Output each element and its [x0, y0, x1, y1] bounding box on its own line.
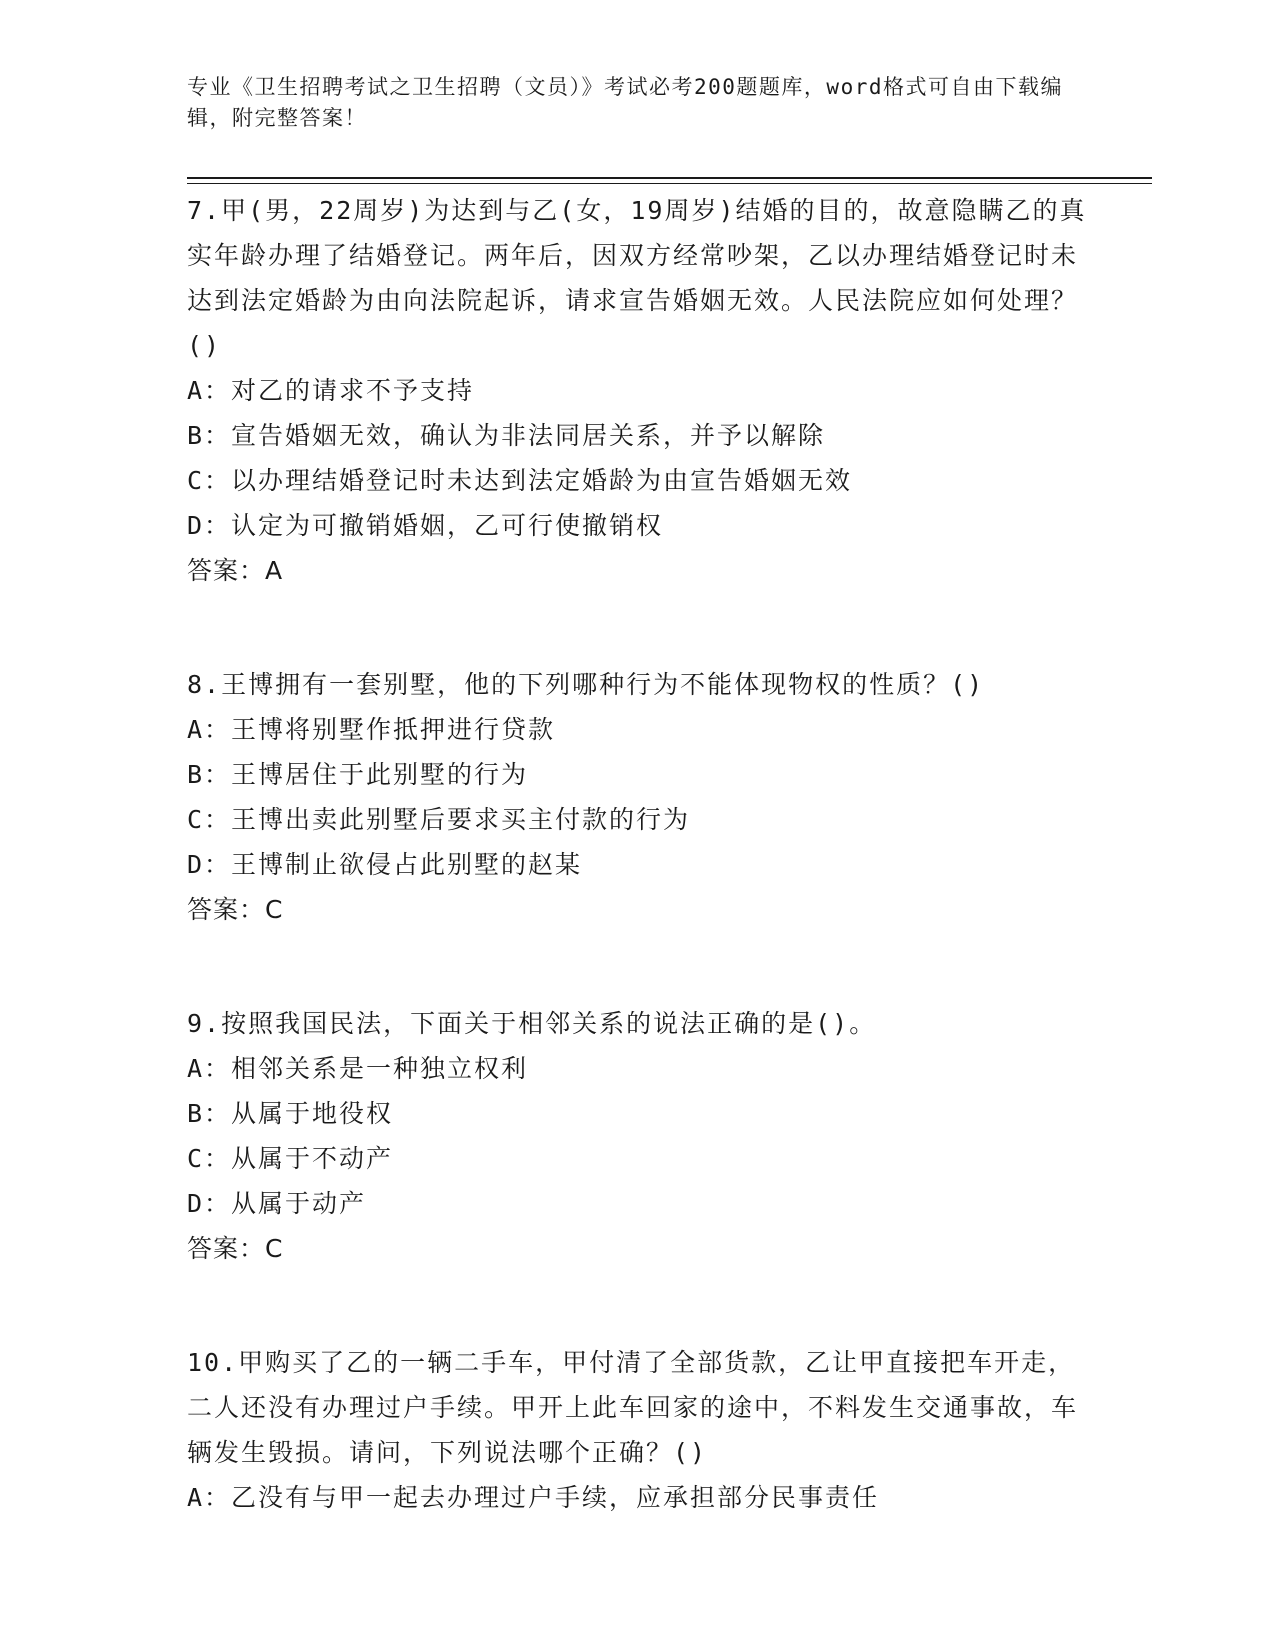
question-spacer: [187, 593, 1087, 662]
answer-line: 答案：C: [187, 1234, 284, 1263]
option-d: D：王博制止欲侵占此别墅的赵某: [187, 850, 583, 879]
option-d: D：从属于动产: [187, 1189, 367, 1218]
header-divider-thin: [187, 183, 1152, 184]
question-stem: 10.甲购买了乙的一辆二手车，甲付清了全部货款，乙让甲直接把车开走，二人还没有办理过户手续。甲开上此车回家的途中，不料发生交通事故，车辆发生毁损。请问，下列说法哪个正确？(): [187, 1348, 1079, 1467]
option-b: B：宣告婚姻无效，确认为非法同居关系，并予以解除: [187, 421, 826, 450]
question-stem: 8.王博拥有一套别墅，他的下列哪种行为不能体现物权的性质？(): [187, 670, 985, 699]
answer-line: 答案：A: [187, 556, 284, 585]
question-stem: 7.甲(男，22周岁)为达到与乙(女，19周岁)结婚的目的，故意隐瞒乙的真实年龄办理了结婚登记。两年后，因双方经常吵架，乙以办理结婚登记时未达到法定婚龄为由向法院起诉，请求宣告婚姻无效。人民法院应如何处理？(): [187, 196, 1087, 360]
question-spacer: [187, 932, 1087, 1001]
question-8: [187, 662, 1087, 932]
question-10: [187, 1340, 1087, 1520]
option-a: A：对乙的请求不予支持: [187, 376, 475, 405]
header-divider-thick: [187, 177, 1152, 179]
option-a: A：乙没有与甲一起去办理过户手续，应承担部分民事责任: [187, 1483, 880, 1512]
option-a: A：相邻关系是一种独立权利: [187, 1054, 529, 1083]
question-list: [187, 188, 1087, 1520]
option-c: C：从属于不动产: [187, 1144, 394, 1173]
document-intro: 专业《卫生招聘考试之卫生招聘（文员）》考试必考200题题库，word格式可自由下载编辑，附完整答案！: [187, 75, 1063, 130]
option-b: B：王博居住于此别墅的行为: [187, 760, 529, 789]
option-c: C：以办理结婚登记时未达到法定婚龄为由宣告婚姻无效: [187, 466, 853, 495]
question-stem: 9.按照我国民法，下面关于相邻关系的说法正确的是()。: [187, 1009, 877, 1038]
answer-line: 答案：C: [187, 895, 284, 924]
option-c: C：王博出卖此别墅后要求买主付款的行为: [187, 805, 691, 834]
option-a: A：王博将别墅作抵押进行贷款: [187, 715, 556, 744]
question-7: [187, 188, 1087, 593]
question-spacer: [187, 1271, 1087, 1340]
question-9: [187, 1001, 1087, 1271]
option-d: D：认定为可撤销婚姻，乙可行使撤销权: [187, 511, 664, 540]
option-b: B：从属于地役权: [187, 1099, 394, 1128]
